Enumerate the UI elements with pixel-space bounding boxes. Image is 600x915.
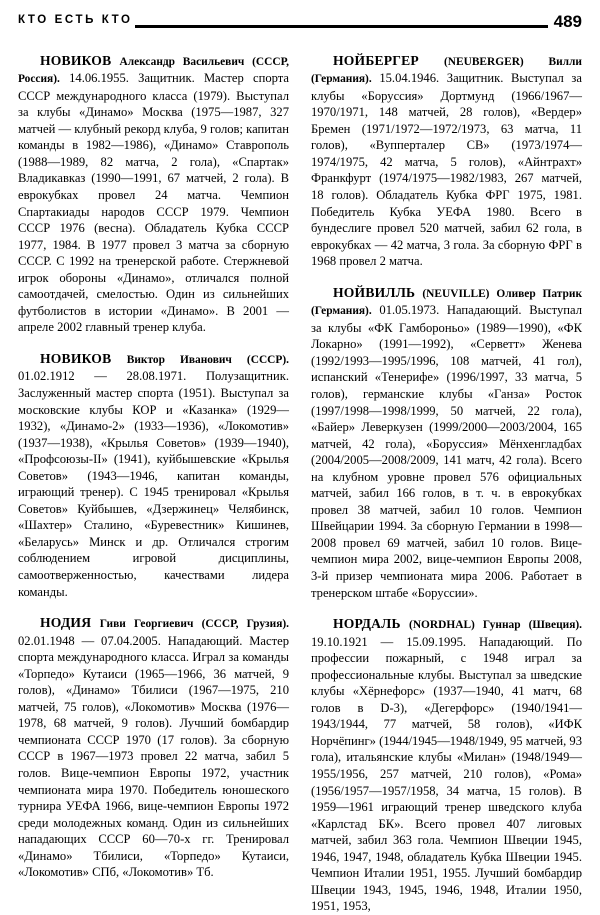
entry-surname: НОДИЯ bbox=[40, 615, 92, 631]
entry-given-name: (NEUBERGER) Вилли (Германия). bbox=[311, 55, 582, 86]
entry-text: 01.02.1912 — 28.08.1971. Полузащитник. Заслуженный мастер спорта (1951). Выступал за московские клубы КОР и «Казанка» (1929—1932), «Динамо-2» (1933—1936), «Локомотив» (1937—1938), «Крылья Советов» (1939—1940), «Профсоюзы-II» (1941), куйбышевские «Крылья Советов» (1943—1946, капитан команды, играющий тренер). С 1945 тренировал «Крылья Советов» Куйбышев, «Дзержинец» Челябинск, «Шахтер» Сталино, «Буревестник» Кишинев, «Беларусь» Минск и др. Отличался строгим соблюдением игровой дисциплины, самоотверженностью, качествами лидера команды. bbox=[18, 369, 289, 599]
entry-nordal-gunnar bbox=[311, 616, 582, 915]
entry-text: 02.01.1948 — 07.04.2005. Нападающий. Мастер спорта международного класса. Играл за команды «Торпедо» Кутаиси (1965—1966, 36 матчей, 9 голов), «Динамо» Тбилиси (1967—1975, 210 матчей, 75 голов), «Локомотив» Москва (1976—1978, 68 матчей, 9 голов). Лучший бомбардир чемпионата СССР 1970 (17 голов). За сборную СССР в 1967—1973 провел 22 матча, забил 5 голов. Вице-чемпион Европы 1972, участник чемпионата мира 1970. Победитель юношеского турнира УЕФА 1966, вице-чемпион Европы 1972 среди молодежных команд. Один из сильнейших нападающих СССР 60—70-х гг. Тренировал «Динамо» Тбилиси, «Торпедо» Кутаиси, «Локомотив» СПб, «Локомотив» Тб. bbox=[18, 633, 289, 880]
entry-nodiya-givi bbox=[18, 615, 289, 881]
entry-novikov-viktor bbox=[18, 351, 289, 600]
entry-text: 01.05.1973. Нападающий. Выступал за клубы «ФК Гамбороньо» (1989—1990), «ФК Локарно» (1991—1992), «Серветт» Женева (1992/1993—1995/1996, 108 матчей, 41 гол), испанский «Тенерифе» (1996/1997, 33 матча, 5 голов), германские клубы «Ганза» Росток (1997/1998—1998/1999, 50 матчей, 22 гола), «Байер» Леверкузен (1999/2000—2003/2004, 165 матчей, 42 гола), «Боруссия» Мёнхенгладбах (2004/2005—2008/2009, 141 матч, 42 гола). Всего на клубном уровне провел 576 официальных матчей, забил 166 голов, в т. ч. в еврокубках провел 38 матчей, забил 10 голов. Чемпион Швейцарии 1994. За сборную Германии в 1998—2008 провел 69 матчей, забил 10 голов. Вице-чемпион мира 2002, вице-чемпион Европы 2008, 3-й призер чемпионата мира 2006. Работает в тренерском штабе «Боруссии». bbox=[311, 303, 582, 600]
entry-given-name: (NEUVILLE) Оливер Патрик (Германия). bbox=[311, 287, 583, 318]
running-head-title: КТО ЕСТЬ КТО bbox=[18, 14, 133, 27]
entry-surname: НОЙВИЛЛЬ bbox=[333, 284, 416, 300]
page-number: 489 bbox=[553, 11, 582, 31]
entry-given-name: Виктор Иванович (СССР). bbox=[126, 353, 289, 366]
entry-surname: НОРДАЛЬ bbox=[333, 616, 401, 632]
entry-text: 15.04.1946. Защитник. Выступал за клубы «Боруссия» Дортмунд (1966/1967—1970/1971, 148 матчей, 28 голов), «Вердер» Бремен (1971/1972—1972/1973, 63 матча, 11 голов), «Вупперталер СВ» (1973/1974—1974/1975, 42 матча, 5 голов), «Айнтрахт» Франкфурт (1974/1975—1982/1983, 267 матчей, 18 голов). Обладатель Кубка ФРГ 1975, 1981. Победитель Кубка УЕФА 1980. Всего в бундеслиге провел 520 матчей, забил 62 гола, в еврокубках — 42 матча, 3 гола. За сборную ФРГ в 1968 провел 2 матча. bbox=[311, 71, 582, 269]
running-head-rule bbox=[135, 25, 548, 28]
entry-noyvill-oliver bbox=[311, 285, 582, 601]
entry-given-name: Гиви Георгиевич (СССР, Грузия). bbox=[99, 618, 289, 631]
entry-novikov-aleksandr bbox=[18, 53, 289, 336]
page-columns bbox=[18, 40, 583, 914]
entry-given-name: (NORDHAL) Гуннар (Швеция). bbox=[409, 619, 583, 632]
column-right bbox=[311, 40, 583, 914]
column-left bbox=[18, 40, 289, 896]
entry-text: 14.06.1955. Защитник. Мастер спорта СССР международного класса (1979). Выступал за клубы «Динамо» Москва (1975—1987, 327 матчей — клубный рекорд клуба, 9 голов; капитан команды в 1982—1986), «Динамо» Ставрополь (1988—1989, 82 матча, 2 гола), «Спартак» Владикавказ (1990—1991, 67 матчей, 2 гола). В еврокубках провел 24 матча. Чемпион Спартакиады народов СССР 1979. Чемпион СССР 1976 (весна). Обладатель Кубка СССР 1977, 1984. В 1977 провел 3 матча за сборную СССР. С 1992 на тренерской работе. Стержневой игрок обороны «Динамо», отличался полной самоотдачей, смелостью. Один из сильнейших футболистов в истории «Динамо». В 2001 — апреле 2002 главный тренер клуба. bbox=[18, 71, 289, 335]
entry-surname: НОЙБЕРГЕР bbox=[333, 52, 419, 68]
entry-text: 19.10.1921 — 15.09.1995. Нападающий. По профессии пожарный, с 1948 играл за профессиональные клубы. Выступал за шведские клубы «Хёрнефорс» (1937—1940, 41 матч, 68 голов в D-3), «Дегерфорс» (1940/1941—1943/1944, 77 матчей, 58 голов), «ИФК Норчёпинг» (1944/1945—1948/1949, 95 матчей, 93 гола), итальянские клубы «Милан» (1948/1949—1955/1956, 257 матчей, 210 голов), «Рома» (1956/1957—1957/1958, 34 матча, 15 голов). В 1959—1961 играющий тренер шведского клуба «Карлстад БК». Всего провел 407 лиговых матчей, забил 363 гола. Чемпион Швеции 1945, 1946, 1947, 1948, обладатель Кубка Швеции 1945. Чемпион Италии 1951, 1955. Лучший бомбардир Швеции 1943, 1945, 1946, 1948, Италии 1950, 1951, 1953, bbox=[311, 634, 582, 914]
entry-surname: НОВИКОВ bbox=[40, 52, 112, 68]
entry-surname: НОВИКОВ bbox=[40, 350, 112, 366]
entry-given-name: Александр Васильевич (СССР, Россия). bbox=[18, 55, 289, 86]
entry-noyberger-villi bbox=[311, 53, 582, 270]
running-head bbox=[18, 10, 582, 32]
